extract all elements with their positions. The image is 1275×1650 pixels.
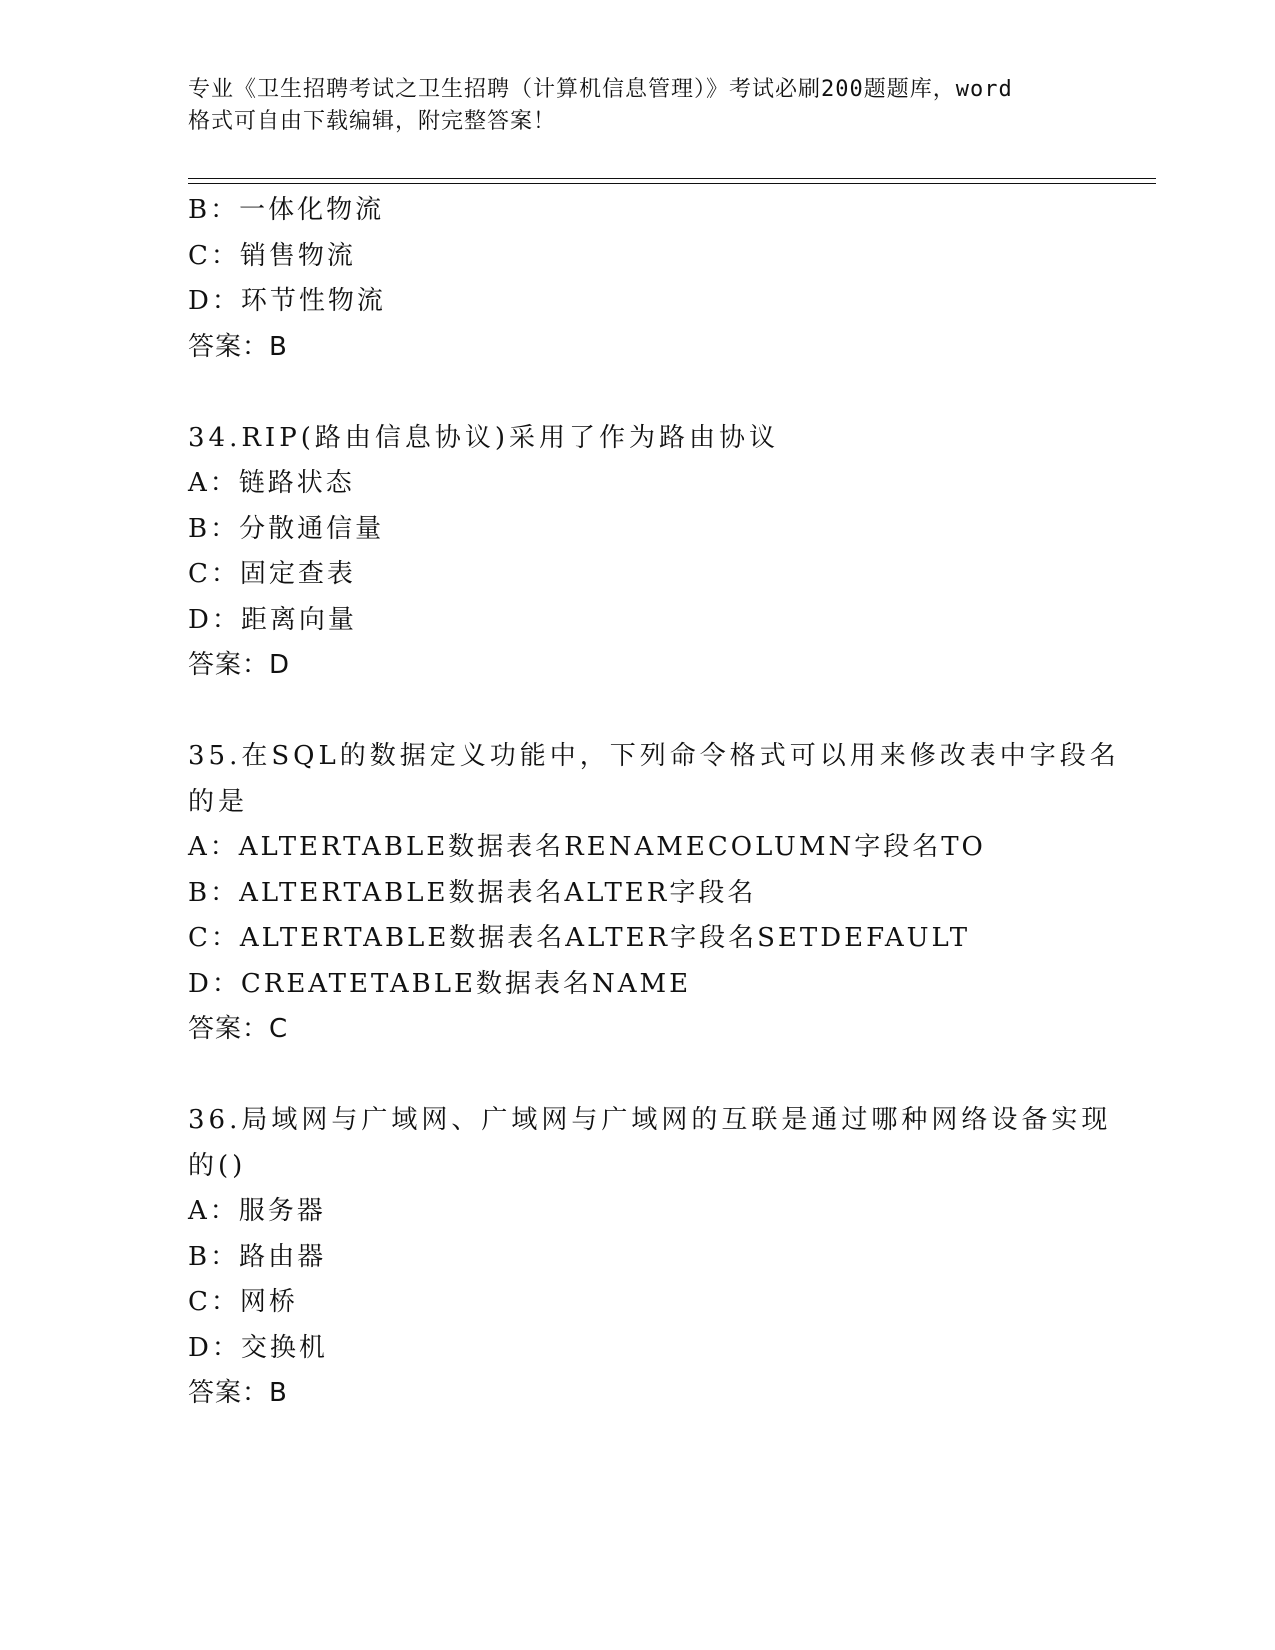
answer-line: 答案：B — [188, 331, 288, 362]
header-divider-thin — [188, 183, 1156, 184]
question-text: 35.在SQL的数据定义功能中，下列命令格式可以用来修改表中字段名 — [188, 741, 1120, 771]
question-block-36 — [188, 1098, 1112, 1417]
header-line-2: 格式可自由下载编辑，附完整答案！ — [188, 109, 557, 134]
question-text-continued: 的() — [188, 1150, 247, 1181]
option-d: D：环节性物流 — [188, 286, 386, 316]
option-d: D：距离向量 — [188, 604, 357, 635]
option-c: C：网桥 — [188, 1287, 298, 1317]
option-b: B：一体化物流 — [188, 195, 385, 225]
option-b: B：ALTERTABLE数据表名ALTER字段名 — [188, 877, 757, 908]
answer-line: 答案：D — [188, 650, 291, 680]
question-text-continued: 的是 — [188, 786, 249, 817]
answer-line: 答案：C — [188, 1014, 289, 1044]
option-c: C：销售物流 — [188, 240, 356, 271]
header-divider-thick — [188, 178, 1156, 179]
option-d: D：交换机 — [188, 1332, 328, 1363]
option-c: C：固定查表 — [188, 559, 356, 589]
option-a: A：ALTERTABLE数据表名RENAMECOLUMN字段名TO — [188, 832, 986, 862]
spacer — [188, 689, 1088, 735]
answer-line: 答案：B — [188, 1378, 288, 1408]
question-list — [188, 188, 1120, 1417]
document-header — [188, 74, 1088, 138]
option-c: C：ALTERTABLE数据表名ALTER字段名SETDEFAULT — [188, 923, 971, 953]
option-b: B：分散通信量 — [188, 513, 385, 544]
header-line-1: 专业《卫生招聘考试之卫生招聘（计算机信息管理）》考试必刷200题题库，word — [188, 77, 1013, 102]
question-text: 36.局域网与广域网、广域网与广域网的互联是通过哪种网络设备实现 — [188, 1105, 1112, 1135]
spacer — [188, 370, 1088, 416]
question-text: 34.RIP(路由信息协议)采用了作为路由协议 — [188, 422, 779, 453]
option-d: D：CREATETABLE数据表名NAME — [188, 968, 692, 999]
option-b: B：路由器 — [188, 1241, 327, 1272]
option-a: A：服务器 — [188, 1196, 326, 1226]
question-block-34 — [188, 416, 1088, 689]
option-a: A：链路状态 — [188, 468, 355, 498]
spacer — [188, 1053, 1088, 1099]
question-block-33 — [188, 188, 1088, 370]
question-block-35 — [188, 734, 1120, 1053]
